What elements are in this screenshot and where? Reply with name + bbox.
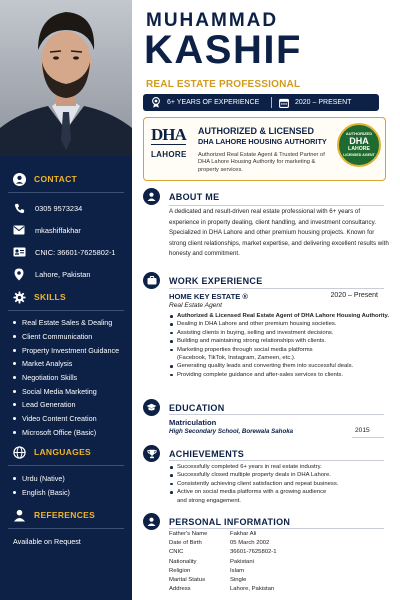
list-item: Building and maintaining strong relationships with clients. — [169, 337, 391, 345]
skill-item — [0, 412, 132, 426]
info-value: Fakhar Ali — [230, 531, 257, 537]
bullet — [13, 491, 16, 494]
list-item: Generating quality leads and converting them into successful deals. — [169, 362, 391, 370]
bullet — [13, 403, 16, 406]
list-item: Assisting clients in buying, selling and investment decisions. — [169, 329, 391, 337]
profile-photo — [0, 0, 132, 156]
info-value: 05 March 2002 — [230, 540, 270, 547]
briefcase-icon — [143, 272, 160, 289]
authorized-seal — [337, 123, 381, 167]
contact-section — [0, 170, 132, 285]
divider — [169, 460, 384, 461]
license-title: AUTHORIZED & LICENSED — [198, 126, 315, 136]
divider — [271, 97, 272, 108]
experience-badge: 6+ YEARS OF EXPERIENCE — [167, 99, 260, 106]
education-year: 2015 — [355, 427, 370, 434]
divider — [169, 414, 384, 415]
references-heading — [0, 506, 132, 524]
table-row — [169, 530, 277, 539]
company-name: HOME KEY ESTATE ® — [169, 292, 249, 301]
skill-item — [0, 343, 132, 357]
skill-label: Property Investment Guidance — [22, 345, 120, 355]
email-icon — [12, 223, 26, 237]
medal-icon — [150, 97, 161, 108]
job-role-title: REAL ESTATE PROFESSIONAL — [146, 79, 301, 90]
skill-item — [0, 384, 132, 398]
bullet — [13, 417, 16, 420]
info-key: Father's Name — [169, 531, 208, 537]
sidebar — [0, 0, 132, 600]
about-heading — [143, 188, 219, 205]
contact-phone-text: 0305 9573234 — [35, 203, 83, 213]
dha-logo-word: DHA — [151, 125, 186, 144]
degree-name: Matriculation — [169, 418, 217, 427]
language-item — [0, 471, 132, 485]
skill-label: Social Media Marketing — [22, 386, 97, 396]
location-pin-icon — [12, 267, 26, 281]
graduation-cap-icon — [143, 399, 160, 416]
license-subtitle: DHA LAHORE HOUSING AUTHORITY — [198, 137, 327, 146]
work-heading-label: WORK EXPERIENCE — [169, 275, 263, 286]
person-icon — [12, 172, 26, 186]
bullet — [13, 390, 16, 393]
contact-phone[interactable] — [0, 197, 132, 219]
personal-info-table — [169, 530, 277, 594]
person-icon — [143, 188, 160, 205]
bullet — [13, 349, 16, 352]
trophy-icon — [143, 445, 160, 462]
job-dates: 2020 – Present — [330, 292, 378, 299]
work-bullets — [169, 312, 391, 379]
skill-label: Negotiation Skills — [22, 373, 78, 383]
person-icon — [12, 508, 26, 522]
contact-cnic-text: CNIC: 36601-7625802-1 — [35, 247, 116, 257]
skill-item — [0, 330, 132, 344]
skill-label: Lead Generation — [22, 400, 76, 410]
education-heading-label: EDUCATION — [169, 402, 225, 413]
dha-logo-sub: LAHORE — [151, 150, 187, 159]
seal-line2: LAHORE — [348, 146, 370, 152]
work-heading — [143, 272, 263, 289]
person-icon — [143, 513, 160, 530]
languages-heading — [0, 443, 132, 461]
first-name: MUHAMMAD — [146, 10, 279, 31]
skills-heading-label: SKILLS — [34, 292, 67, 302]
divider — [169, 288, 384, 289]
divider — [8, 528, 124, 529]
list-item: Consistently achieving client satisfaction and repeat business. — [169, 480, 391, 488]
list-item: Active on social media platforms with a growing audience — [169, 488, 391, 496]
license-card — [143, 117, 386, 181]
skill-item — [0, 371, 132, 385]
info-value: Lahore, Pakistan — [230, 586, 275, 593]
info-value: Islam — [230, 567, 245, 574]
skill-label: Market Analysis — [22, 359, 73, 369]
contact-heading-label: CONTACT — [34, 174, 78, 184]
contact-location — [0, 263, 132, 285]
skill-label: Microsoft Office (Basic) — [22, 427, 97, 437]
list-item: Authorized & Licensed Real Estate Agent of DHA Lahore Housing Authority. — [169, 312, 391, 320]
about-heading-label: ABOUT ME — [169, 191, 220, 202]
skills-section — [0, 288, 132, 439]
divider — [352, 437, 384, 438]
skill-label: Client Communication — [22, 332, 93, 342]
gear-icon — [12, 290, 26, 304]
about-text: A dedicated and result-driven real estate professional with 6+ years of experience in property dealing, client handling, and investment consultancy. Specialized in DHA Lahore and other premium housing projects. Known for strong client relationships, market expertise, and delivering excellent results with honesty and commitment. — [169, 208, 389, 258]
id-card-icon — [12, 245, 26, 259]
list-item: Providing complete guidance and after-sales services to clients. — [169, 371, 391, 379]
bullet — [13, 362, 16, 365]
info-key: Address — [169, 586, 191, 593]
divider — [169, 205, 384, 206]
skill-item — [0, 357, 132, 371]
skill-item — [0, 316, 132, 330]
bullet — [13, 376, 16, 379]
list-item: (Facebook, TikTok, Instagram, Zameen, etc.). — [177, 355, 296, 362]
table-row — [169, 576, 277, 585]
list-item: Marketing properties through social media platforms — [169, 346, 391, 354]
table-row — [169, 585, 277, 594]
info-value: Single — [230, 577, 247, 584]
contact-cnic — [0, 241, 132, 263]
achievements-heading-label: ACHIEVEMENTS — [169, 448, 245, 459]
skills-heading — [0, 288, 132, 306]
language-label: English (Basic) — [22, 487, 70, 497]
bullet — [13, 335, 16, 338]
bullet — [13, 431, 16, 434]
info-key: CNIC — [169, 549, 184, 556]
phone-icon — [12, 201, 26, 215]
languages-heading-label: LANGUAGES — [34, 447, 92, 457]
list-item: and strong engagement. — [177, 497, 241, 504]
contact-email[interactable] — [0, 219, 132, 241]
skill-label: Real Estate Sales & Dealing — [22, 318, 113, 328]
table-row — [169, 539, 277, 548]
info-key: Nationality — [169, 558, 197, 565]
info-value: 36601-7625802-1 — [230, 549, 277, 556]
contact-email-text: mkashiffakhar — [35, 225, 81, 235]
list-item: Dealing in DHA Lahore and other premium housing societies. — [169, 320, 391, 328]
table-row — [169, 558, 277, 567]
achievement-bullets — [169, 463, 391, 505]
skill-label: Video Content Creation — [22, 414, 97, 424]
language-item — [0, 485, 132, 499]
contact-heading — [0, 170, 132, 188]
license-description: Authorized Real Estate Agent & Trusted Partner of DHA Lahore Housing Authority for marketing & property services. — [198, 152, 325, 173]
language-label: Urdu (Native) — [22, 473, 65, 483]
info-key: Date of Birth — [169, 540, 202, 547]
dha-logo — [151, 125, 189, 173]
last-name: KASHIF — [144, 28, 302, 72]
info-value: Pakistani — [230, 558, 254, 565]
bullet — [13, 321, 16, 324]
references-heading-label: REFERENCES — [34, 510, 96, 520]
info-key: Religion — [169, 567, 191, 574]
seal-line1: DHA — [349, 136, 369, 146]
references-text: Available on Request — [13, 537, 81, 546]
seal-top-text: AUTHORIZED — [345, 131, 373, 136]
divider — [169, 528, 384, 529]
info-key: Marital Status — [169, 577, 206, 584]
contact-location-text: Lahore, Pakistan — [35, 269, 91, 279]
experience-badge-bar — [143, 94, 379, 111]
date-badge: 2020 – PRESENT — [295, 99, 352, 106]
globe-icon — [12, 445, 26, 459]
calendar-icon — [278, 97, 289, 108]
references-section — [0, 506, 132, 546]
languages-section — [0, 443, 132, 499]
personal-heading-label: PERSONAL INFORMATION — [169, 516, 291, 527]
skill-item — [0, 426, 132, 440]
job-position: Real Estate Agent — [169, 302, 222, 309]
bullet — [13, 477, 16, 480]
skill-item — [0, 398, 132, 412]
school-name: High Secondary School, Borewala Sahoka — [169, 428, 294, 435]
seal-bottom-text: LICENSED AGENT — [343, 153, 375, 157]
list-item: Successfully completed 6+ years in real estate industry. — [169, 463, 391, 471]
table-row — [169, 548, 277, 557]
list-item: Successfully closed multiple property deals in DHA Lahore. — [169, 471, 391, 479]
table-row — [169, 567, 277, 576]
